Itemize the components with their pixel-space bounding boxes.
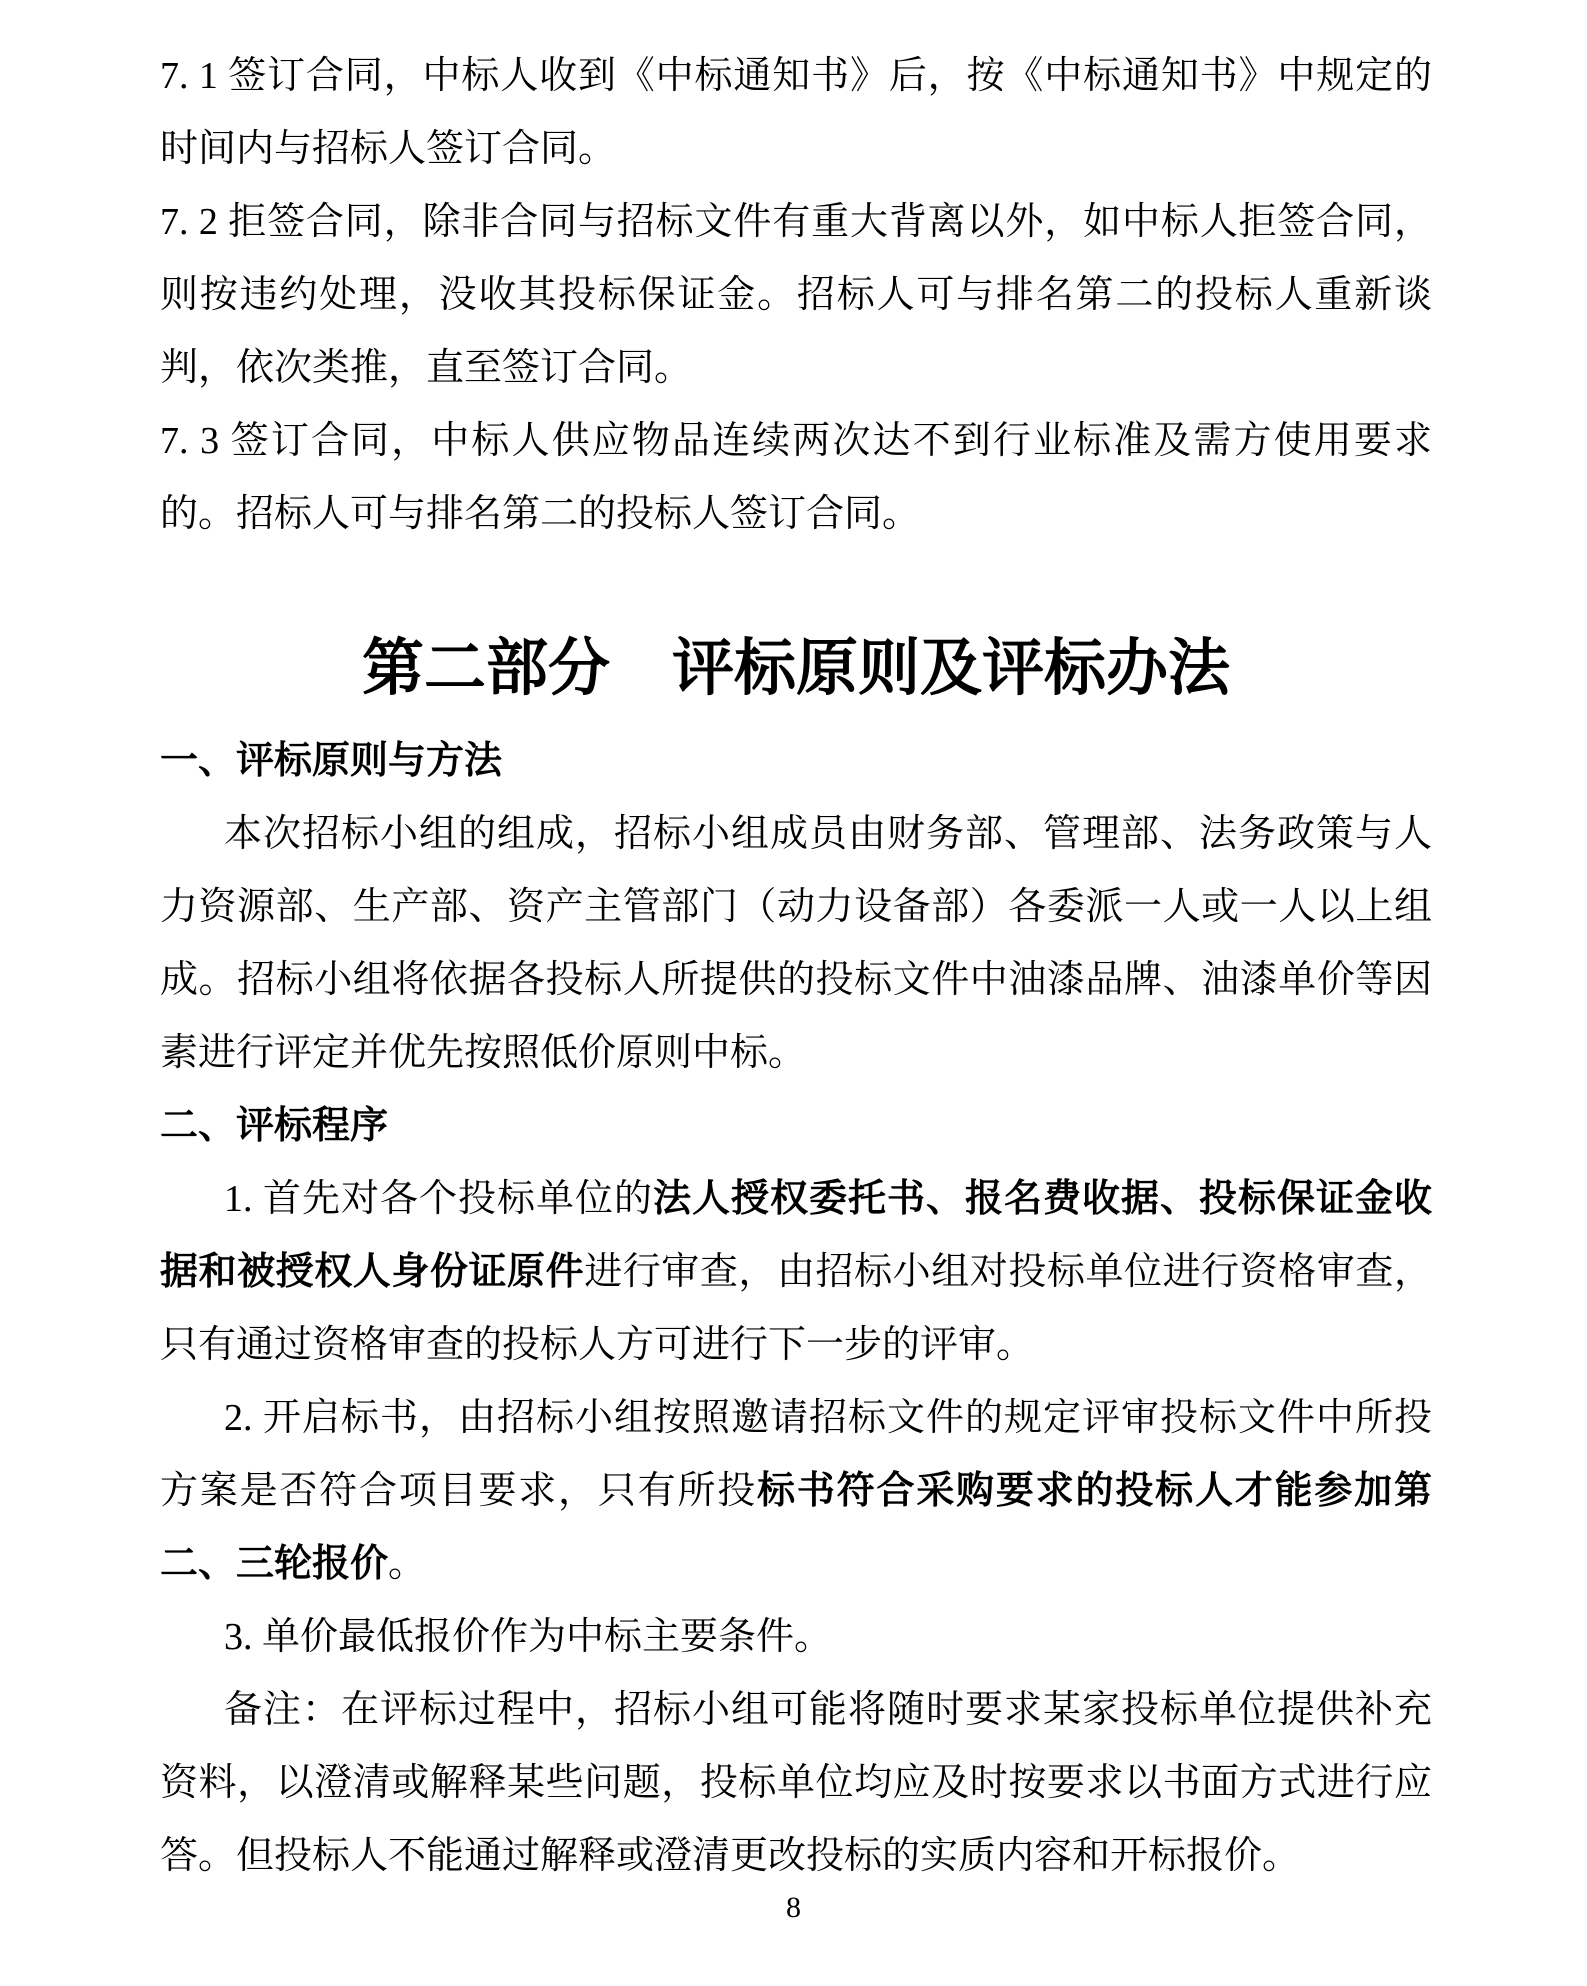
- paragraph: [160, 1163, 1432, 1382]
- paragraph: [160, 1382, 1432, 1601]
- text-run: 进行审查，由招标小组对投标单位进行资格审查，只有通过资格审查的投标人方可进行下一步的评审。: [160, 1251, 1432, 1366]
- paragraph: [160, 798, 1432, 1090]
- text-run: 3. 单价最低报价作为中标主要条件。: [224, 1616, 833, 1658]
- section-heading: [160, 1090, 1432, 1163]
- paragraph: [160, 1674, 1432, 1893]
- paragraph: [160, 186, 1432, 405]
- text-run: 7. 3 签订合同，中标人供应物品连续两次达不到行业标准及需方使用要求的。招标人可与排名第二的投标人签订合同。: [160, 420, 1432, 535]
- text-run: 7. 1 签订合同，中标人收到《中标通知书》后，按《中标通知书》中规定的时间内与招标人签订合同。: [160, 55, 1432, 170]
- text-run: 本次招标小组的组成，招标小组成员由财务部、管理部、法务政策与人力资源部、生产部、资产主管部门（动力设备部）各委派一人或一人以上组成。招标小组将依据各投标人所提供的投标文件中油漆品牌、油漆单价等因素进行评定并优先按照低价原则中标。: [160, 813, 1432, 1074]
- text-run: 1. 首先对各个投标单位的: [224, 1178, 653, 1220]
- text-run-bold: 一、评标原则与方法: [160, 740, 503, 782]
- part-title: [160, 613, 1432, 725]
- text-run: 7. 2 拒签合同，除非合同与招标文件有重大背离以外，如中标人拒签合同，则按违约处理，没收其投标保证金。招标人可与排名第二的投标人重新谈判，依次类推，直至签订合同。: [160, 201, 1432, 389]
- section-heading: [160, 725, 1432, 798]
- text-run-bold: 法人授权委托书、报名费收据、投标保证金收据和被授权人身份证原件: [160, 1178, 1432, 1293]
- paragraph: [160, 405, 1432, 551]
- text-run-bold: 二、评标程序: [160, 1105, 389, 1147]
- text-run-bold: 第二部分 评标原则及评标办法: [361, 635, 1230, 703]
- paragraph: [160, 1601, 1432, 1674]
- paragraph: [160, 40, 1432, 186]
- text-run: 备注：在评标过程中，招标小组可能将随时要求某家投标单位提供补充资料，以澄清或解释某些问题，投标单位均应及时按要求以书面方式进行应答。但投标人不能通过解释或澄清更改投标的实质内容和开标报价。: [160, 1689, 1432, 1877]
- page-number: 8: [786, 1891, 801, 1924]
- text-run: 2. 开启标书，由招标小组按照邀请招标文件的规定评审投标文件中所投方案是否符合项目要求，只有所投: [160, 1397, 1432, 1512]
- text-run: 。: [388, 1543, 427, 1585]
- document-content: [160, 40, 1432, 1893]
- text-run-bold: 标书符合采购要求的投标人才能参加第二、三轮报价: [160, 1470, 1432, 1585]
